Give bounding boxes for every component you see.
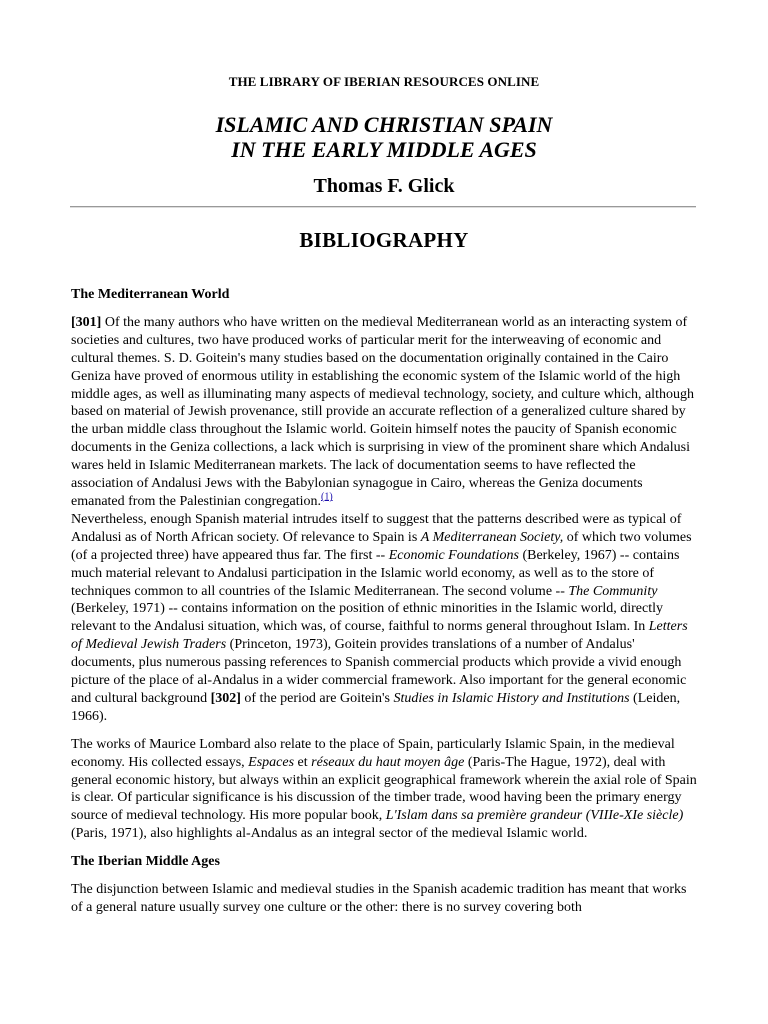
book-title-italic: A Mediterranean Society,	[420, 529, 564, 545]
book-title-italic: Espaces	[248, 754, 295, 770]
book-title-italic: réseaux du haut moyen âge	[311, 754, 465, 770]
book-title-italic: Letters of Medieval Jewish Traders	[71, 619, 688, 653]
book-title-line-1: ISLAMIC AND CHRISTIAN SPAIN	[215, 112, 553, 137]
book-title-italic: The Community	[568, 583, 658, 599]
text-run: et	[294, 754, 312, 770]
text-run: (Leiden, 1966).	[71, 690, 681, 724]
library-title: THE LIBRARY OF IBERIAN RESOURCES ONLINE	[228, 74, 540, 89]
text-run: (Paris-The Hague, 1972), deal with general economic history, but always within an explicit geographical framework wherein the axial role of Spain is clear. Of particular significance is his discussion of the timber trade, wood having been the primary energy source of medieval technology. His more popular book,	[71, 754, 697, 824]
page-reference: [302]	[210, 690, 241, 706]
text-run: of the period are Goitein's	[240, 690, 394, 706]
text-run: (Berkeley, 1967) -- contains much material relevant to Andalusi participation in the Islamic world economy, as well as to the store of techniques common to all countries of the Islamic Mediterranean. The second volume --	[71, 547, 680, 599]
book-title	[0, 112, 768, 162]
author-name: Thomas F. Glick	[313, 175, 455, 197]
paragraph-lombard	[71, 736, 697, 843]
text-run: The works of Maurice Lombard also relate to the place of Spain, particularly Islamic Spain, in the medieval economy. His collected essays,	[71, 736, 675, 770]
text-run: (Paris, 1971), also highlights al-Andalus as an integral sector of the medieval Islamic world.	[71, 826, 588, 842]
text-run: (Berkeley, 1971) -- contains information on the position of ethnic minorities in the Islamic world, directly relevant to the Andalusi situation, which was, of course, faithful to norms general throughout Islam. In	[71, 601, 664, 635]
book-title-italic: L'Islam dans sa première grandeur (VIIIe-XIe siècle)	[385, 808, 684, 824]
bibliography-content	[71, 286, 697, 927]
section-title: BIBLIOGRAPHY	[299, 228, 469, 252]
book-title-line-2: IN THE EARLY MIDDLE AGES	[231, 137, 537, 162]
text-run: of which two volumes (of a projected three) have appeared thus far. The first --	[71, 529, 692, 563]
paragraph-iberian: The disjunction between Islamic and medieval studies in the Spanish academic tradition has meant that works of a general nature usually survey one culture or the other: there is no survey covering both	[71, 882, 687, 915]
book-title-italic: Economic Foundations	[388, 547, 519, 563]
text-run: (Princeton, 1973), Goitein provides translations of a number of Andalus' documents, plus numerous passing references to Spanish commercial products which provide a vivid enough picture of the place of al-Andalus in a wider commercial framework. Also important for the general economic and cultural background	[71, 637, 687, 706]
paragraph-301	[71, 314, 697, 511]
paragraph-text: Of the many authors who have written on the medieval Mediterranean world as an interacting system of societies and cultures, two have produced works of particular merit for the interweaving of economic and cultural themes. S. D. Goitein's many studies based on the documentation originally contained in the Cairo Geniza have proved of enormous utility in establishing the economic system of the Islamic world of the high middle ages, as well as illuminating many aspects of medieval technology, society, and culture which, although based on material of Jewish provenance, still provide an accurate reflection of a generalized culture shared by the urban middle class throughout the Islamic world. Goitein himself notes the paucity of Spanish economic documents in the Geniza collections, a lack which is surprising in view of the prominent share which Andalusi wares held in Islamic Mediterranean markets. The lack of documentation seems to have reflected the association of Andalusi Jews with the Babylonian synagogue in Cairo, whereas the Geniza documents emanated from the Palestinian congregation.	[71, 314, 694, 509]
paragraph-goitein	[71, 511, 697, 726]
section-heading-iberian: The Iberian Middle Ages	[71, 854, 220, 870]
horizontal-rule	[70, 206, 696, 208]
page-reference: [301]	[71, 314, 102, 330]
section-heading-mediterranean: The Mediterranean World	[71, 287, 230, 302]
footnote-link[interactable]: (1)	[320, 491, 333, 503]
text-run: Nevertheless, enough Spanish material intrudes itself to suggest that the patterns described were as typical of Andalusi as of North African society. Of relevance to Spain is	[71, 511, 682, 545]
book-title-italic: Studies in Islamic History and Institutions	[393, 690, 630, 706]
